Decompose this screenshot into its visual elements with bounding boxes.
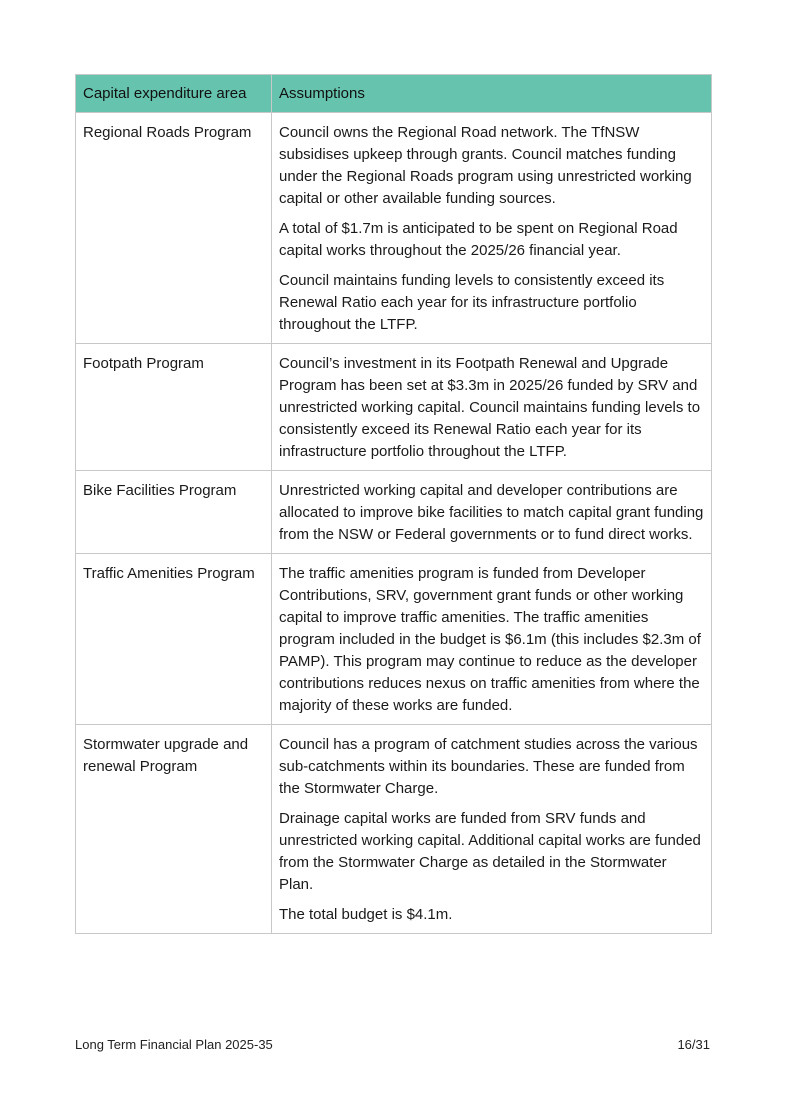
capital-expenditure-table-container <box>75 74 711 934</box>
assumption-paragraph: Council owns the Regional Road network. The TfNSW subsidises upkeep through grants. Council matches funding under the Regional Roads program using unrestricted working capital or other available funding sources. <box>279 124 692 207</box>
table-row <box>76 113 712 344</box>
table-row <box>76 554 712 725</box>
footer-page-number: 16/31 <box>677 1037 710 1052</box>
capital-expenditure-table <box>75 74 712 934</box>
assumption-paragraph: The traffic amenities program is funded from Developer Contributions, SRV, government grant funds or other working capital to improve traffic amenities. The traffic amenities program included in the budget is $6.1m (this includes $2.3m of PAMP). This program may continue to reduce as the developer contributions reduces nexus on traffic amenities from where the majority of these works are funded. <box>279 565 701 714</box>
area-cell: Traffic Amenities Program <box>76 554 272 725</box>
assumption-paragraph: Council’s investment in its Footpath Renewal and Upgrade Program has been set at $3.3m in 2025/26 funded by SRV and unrestricted working capital. Council maintains funding levels to consistently exceed its Renewal Ratio each year for its infrastructure portfolio throughout the LTFP. <box>279 355 701 460</box>
table-row <box>76 471 712 554</box>
assumption-paragraph: The total budget is $4.1m. <box>279 906 453 923</box>
area-cell: Stormwater upgrade and renewal Program <box>76 725 272 934</box>
table-row <box>76 725 712 934</box>
header-capital-expenditure-area: Capital expenditure area <box>76 75 272 113</box>
assumption-paragraph: Unrestricted working capital and developer contributions are allocated to improve bike facilities to match capital grant funding from the NSW or Federal governments or to fund direct works. <box>279 482 704 543</box>
table-row <box>76 344 712 471</box>
assumptions-cell <box>272 344 712 471</box>
area-cell: Bike Facilities Program <box>76 471 272 554</box>
table-header-row <box>76 75 712 113</box>
assumptions-cell <box>272 113 712 344</box>
area-cell: Footpath Program <box>76 344 272 471</box>
assumption-paragraph: Drainage capital works are funded from SRV funds and unrestricted working capital. Additional capital works are funded from the Stormwater Charge as detailed in the Stormwater Plan. <box>279 810 701 893</box>
assumption-paragraph: Council has a program of catchment studies across the various sub-catchments within its boundaries. These are funded from the Stormwater Charge. <box>279 736 698 797</box>
assumptions-cell <box>272 471 712 554</box>
assumptions-cell <box>272 725 712 934</box>
assumption-paragraph: Council maintains funding levels to consistently exceed its Renewal Ratio each year for its infrastructure portfolio throughout the LTFP. <box>279 272 665 333</box>
assumption-paragraph: A total of $1.7m is anticipated to be spent on Regional Road capital works throughout the 2025/26 financial year. <box>279 220 678 259</box>
header-assumptions: Assumptions <box>272 75 712 113</box>
assumptions-cell <box>272 554 712 725</box>
area-cell: Regional Roads Program <box>76 113 272 344</box>
footer-document-title: Long Term Financial Plan 2025-35 <box>75 1037 273 1052</box>
